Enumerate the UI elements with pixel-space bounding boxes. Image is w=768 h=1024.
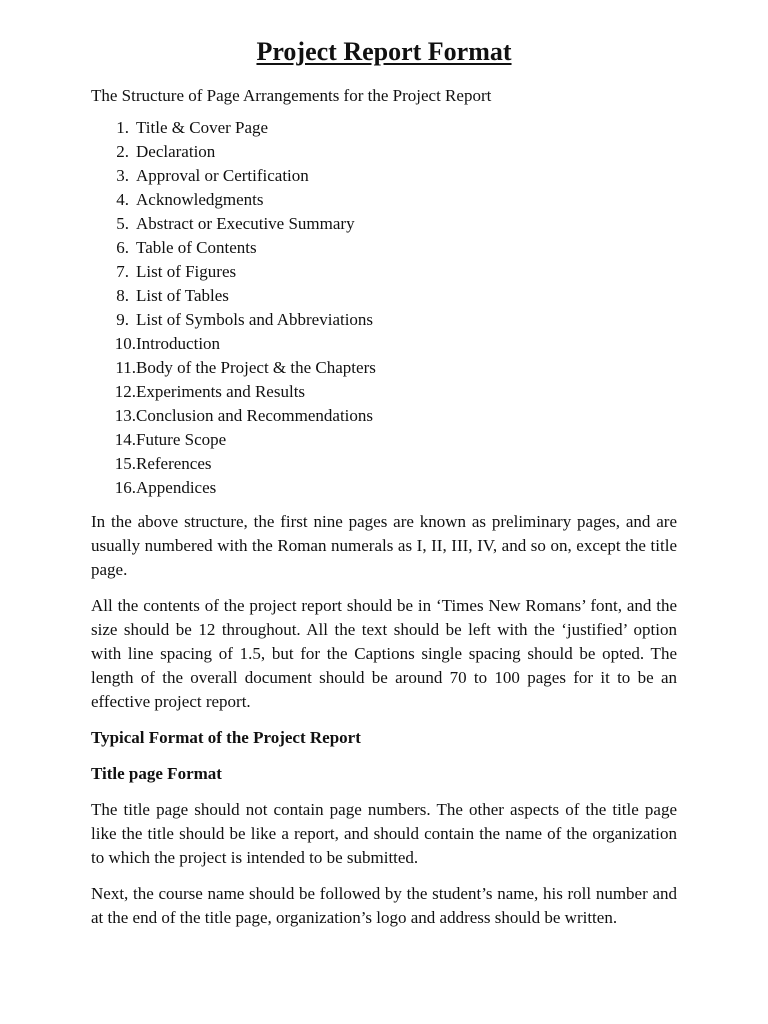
title-page-format-heading: Title page Format xyxy=(91,764,222,783)
list-item-number: 11. xyxy=(115,358,136,377)
list-item xyxy=(91,260,677,284)
list-item-label: Title & Cover Page xyxy=(136,118,269,137)
list-item-number: 8. xyxy=(116,286,129,305)
list-item-number: 10. xyxy=(114,334,136,353)
typical-format-heading: Typical Format of the Project Report xyxy=(91,728,361,747)
list-item xyxy=(91,356,677,380)
list-item-label: Acknowledgments xyxy=(136,190,264,209)
list-item-number: 3. xyxy=(116,166,129,185)
list-item xyxy=(91,164,677,188)
structure-list xyxy=(91,116,677,500)
list-item-label: List of Figures xyxy=(136,262,237,281)
list-item-number: 1. xyxy=(116,118,129,137)
intro-text: The Structure of Page Arrangements for the Project Report xyxy=(91,86,492,105)
list-item xyxy=(91,116,677,140)
list-item-label: List of Symbols and Abbreviations xyxy=(136,310,374,329)
list-item-label: Approval or Certification xyxy=(136,166,309,185)
list-item xyxy=(91,212,677,236)
list-item-label: List of Tables xyxy=(136,286,229,305)
list-item-label: Experiments and Results xyxy=(136,382,306,401)
list-item-label: Introduction xyxy=(136,334,221,353)
list-item-label: Appendices xyxy=(136,478,217,497)
list-item-label: Body of the Project & the Chapters xyxy=(136,358,376,377)
preliminary-pages-paragraph: In the above structure, the first nine pages are known as preliminary pages, and are usually numbered with the Roman numerals as I, II, III, IV, and so on, except the title page. xyxy=(91,512,677,579)
list-item-label: Declaration xyxy=(136,142,216,161)
list-item xyxy=(91,140,677,164)
list-item-label: Table of Contents xyxy=(136,238,257,257)
list-item xyxy=(91,452,677,476)
list-item xyxy=(91,428,677,452)
list-item-number: 16. xyxy=(114,478,136,497)
list-item-number: 12. xyxy=(114,382,136,401)
list-item-number: 4. xyxy=(116,190,129,209)
list-item-label: Future Scope xyxy=(136,430,227,449)
list-item xyxy=(91,236,677,260)
list-item xyxy=(91,380,677,404)
list-item-number: 9. xyxy=(116,310,129,329)
list-item-label: References xyxy=(136,454,212,473)
list-item-label: Conclusion and Recommendations xyxy=(136,406,374,425)
list-item-number: 5. xyxy=(116,214,129,233)
list-item xyxy=(91,404,677,428)
page-title: Project Report Format xyxy=(256,37,512,66)
title-page-paragraph: The title page should not contain page numbers. The other aspects of the title page like the title should be like a report, and should contain the name of the organization to which the project is intended to be submitted. xyxy=(91,800,677,867)
list-item-number: 13. xyxy=(114,406,136,425)
list-item xyxy=(91,476,677,500)
list-item xyxy=(91,308,677,332)
list-item-label: Abstract or Executive Summary xyxy=(136,214,355,233)
list-item-number: 2. xyxy=(116,142,129,161)
font-guidelines-paragraph: All the contents of the project report should be in ‘Times New Romans’ font, and the size should be 12 throughout. All the text should be left with the ‘justified’ option with line spacing of 1.5, but for the Captions single spacing should be opted. The length of the overall document should be around 70 to 100 pages for it to be an effective project report. xyxy=(91,596,677,711)
list-item-number: 14. xyxy=(114,430,136,449)
list-item-number: 15. xyxy=(114,454,136,473)
list-item xyxy=(91,332,677,356)
list-item xyxy=(91,188,677,212)
list-item-number: 7. xyxy=(116,262,129,281)
list-item xyxy=(91,284,677,308)
course-name-paragraph: Next, the course name should be followed by the student’s name, his roll number and at the end of the title page, organization’s logo and address should be written. xyxy=(91,884,677,927)
list-item-number: 6. xyxy=(116,238,129,257)
